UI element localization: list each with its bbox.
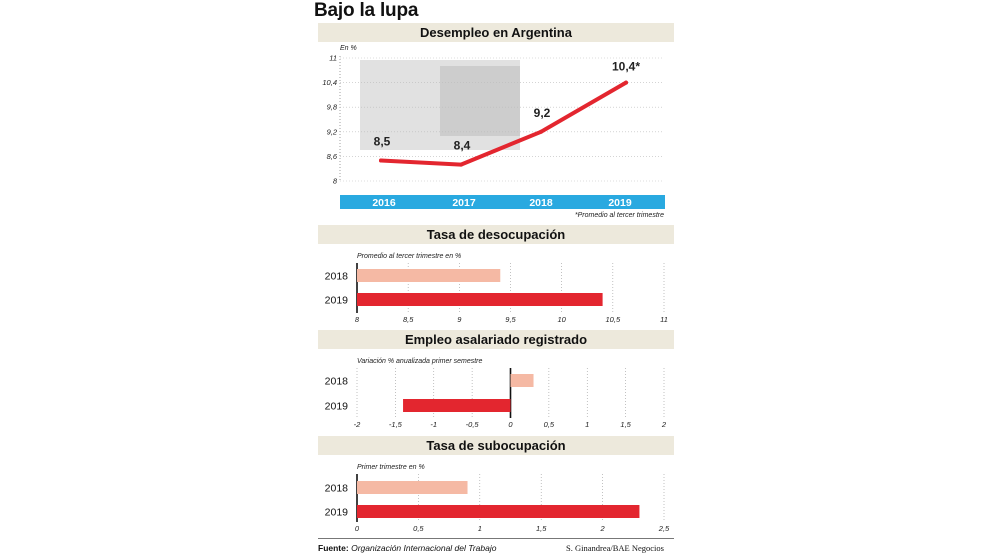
desocupacion-x-tick-label: 11	[660, 315, 668, 324]
x-tick-label: 2016	[372, 197, 396, 209]
data-point	[379, 159, 383, 163]
subocupacion-category-label: 2018	[324, 482, 348, 495]
subocupacion-x-tick-label: 1,5	[535, 524, 547, 533]
subocupacion-x-tick-label: 0	[354, 524, 360, 533]
x-tick-label: 2018	[529, 197, 553, 209]
y-tick-label: 8,6	[326, 151, 337, 161]
subocupacion-x-tick-label: 2,5	[658, 524, 670, 533]
empleo-x-tick-label: 0	[508, 420, 513, 429]
chart-title-empleo: Empleo asalariado registrado	[318, 330, 674, 349]
photo-placeholder-shade	[440, 66, 520, 136]
data-label: 9,2	[533, 105, 551, 120]
desocupacion-note: Promedio al tercer trimestre en %	[357, 253, 462, 260]
data-point	[539, 130, 543, 134]
subocupacion-x-tick-label: 1	[477, 524, 482, 533]
desocupacion-bar-2019	[357, 293, 603, 306]
desocupacion-category-label: 2018	[324, 270, 348, 283]
chart-title-desempleo: Desempleo en Argentina	[318, 23, 674, 42]
x-tick-label: 2019	[608, 197, 632, 209]
empleo-x-tick-label: -0,5	[465, 420, 479, 429]
y-tick-label: 8	[332, 176, 337, 186]
empleo-x-tick-label: -1	[430, 420, 438, 429]
chart-title-subocupacion: Tasa de subocupación	[318, 436, 674, 455]
x-tick-label: 2017	[452, 197, 476, 209]
subocupacion-category-label: 2019	[324, 506, 348, 519]
desocupacion-x-tick-label: 9	[457, 315, 462, 324]
y-tick-label: 9,8	[326, 102, 337, 112]
empleo-x-tick-label: -2	[353, 420, 361, 429]
footer-rule	[318, 538, 674, 539]
subocupacion-note: Primer trimestre en %	[357, 464, 425, 471]
subocupacion-x-tick-label: 2	[600, 524, 605, 533]
chart-title-desocupacion: Tasa de desocupación	[318, 225, 674, 244]
subocupacion-bar-2018	[357, 481, 468, 494]
y-tick-label: 11	[329, 53, 337, 63]
empleo-x-tick-label: 1,5	[620, 420, 631, 429]
page-title: Bajo la lupa	[314, 0, 419, 21]
empleo-x-tick-label: -1,5	[388, 420, 402, 429]
footer-source-text: Organización Internacional del Trabajo	[351, 543, 497, 553]
footer-source	[318, 543, 496, 553]
footer-credit: S. Ginandrea/BAE Negocios	[566, 543, 664, 553]
y-tick-label: 9,2	[326, 127, 337, 137]
desocupacion-x-tick-label: 8	[354, 315, 360, 324]
empleo-category-label: 2019	[324, 400, 348, 413]
empleo-bar-2019	[403, 399, 510, 412]
subocupacion-x-tick-label: 0,5	[413, 524, 424, 533]
desocupacion-x-tick-label: 10,5	[605, 315, 621, 324]
desocupacion-x-tick-label: 9,5	[505, 315, 516, 324]
desocupacion-x-tick-label: 10	[557, 315, 566, 324]
data-point	[459, 163, 463, 167]
empleo-x-tick-label: 0,5	[543, 420, 555, 429]
empleo-category-label: 2018	[324, 375, 348, 388]
desocupacion-x-tick-label: 8,5	[402, 315, 414, 324]
subocupacion-bar-2019	[357, 505, 639, 518]
desocupacion-category-label: 2019	[324, 294, 348, 307]
chart-footnote: *Promedio al tercer trimestre	[574, 212, 664, 219]
empleo-x-tick-label: 1	[585, 420, 590, 429]
data-label: 10,4*	[611, 59, 641, 74]
empleo-bar-2018	[511, 374, 534, 387]
y-axis-unit-label: En %	[340, 45, 357, 52]
empleo-note: Variación % anualizada primer semestre	[357, 358, 483, 365]
data-label: 8,5	[373, 134, 391, 149]
data-point	[624, 81, 628, 85]
data-label: 8,4	[453, 138, 471, 153]
y-tick-label: 10,4	[322, 78, 337, 88]
desocupacion-bar-2018	[357, 269, 500, 282]
empleo-x-tick-label: 2	[661, 420, 667, 429]
footer-label: Fuente:	[318, 543, 349, 553]
